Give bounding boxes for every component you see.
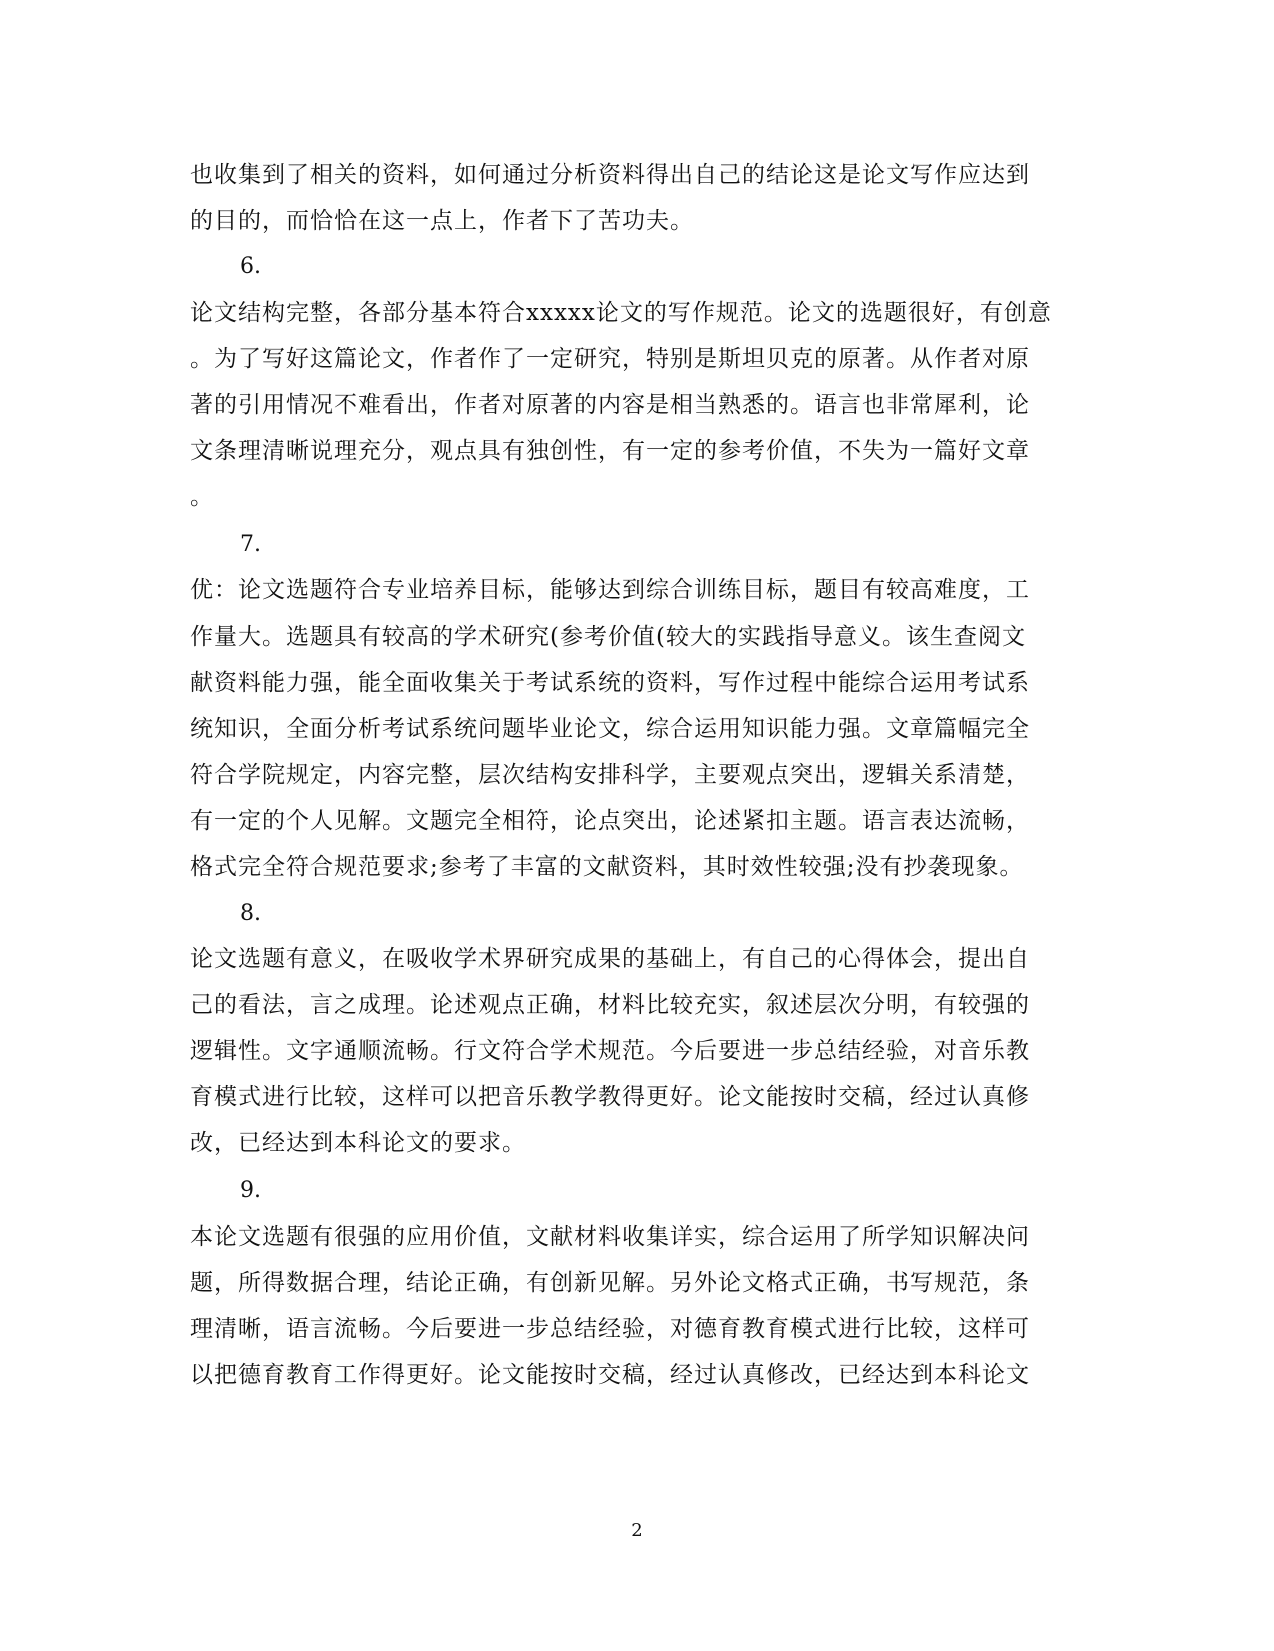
text-line: 文条理清晰说理充分，观点具有独创性，有一定的参考价值，不失为一篇好文章 [190, 438, 1030, 464]
text-line: 也收集到了相关的资料，如何通过分析资料得出自己的结论这是论文写作应达到 [190, 162, 1030, 188]
item-number: 8. [240, 901, 261, 926]
text-line: 理清晰，语言流畅。今后要进一步总结经验，对德育教育模式进行比较，这样可 [190, 1316, 1030, 1342]
text-line: 有一定的个人见解。文题完全相符，论点突出，论述紧扣主题。语言表达流畅， [190, 808, 1030, 834]
text-line: 的目的，而恰恰在这一点上，作者下了苦功夫。 [190, 208, 694, 234]
text-line: 。 [190, 484, 214, 510]
text-line: 优：论文选题符合专业培养目标，能够达到综合训练目标，题目有较高难度，工 [190, 577, 1030, 603]
text-line: 本论文选题有很强的应用价值，文献材料收集详实，综合运用了所学知识解决问 [190, 1224, 1030, 1250]
text-line: 题，所得数据合理，结论正确，有创新见解。另外论文格式正确，书写规范，条 [190, 1270, 1030, 1296]
text-line: 。为了写好这篇论文，作者作了一定研究，特别是斯坦贝克的原著。从作者对原 [190, 346, 1030, 372]
page-number: 2 [631, 1520, 643, 1541]
text-line: 献资料能力强，能全面收集关于考试系统的资料，写作过程中能综合运用考试系 [190, 670, 1030, 696]
item-number: 6. [240, 254, 261, 279]
text-line: 以把德育教育工作得更好。论文能按时交稿，经过认真修改，已经达到本科论文 [190, 1362, 1030, 1388]
item-number: 7. [240, 532, 261, 557]
text-line: 论文结构完整，各部分基本符合xxxxx论文的写作规范。论文的选题很好，有创意 [190, 300, 1052, 326]
text-line: 育模式进行比较，这样可以把音乐教学教得更好。论文能按时交稿，经过认真修 [190, 1084, 1030, 1110]
text-line: 著的引用情况不难看出，作者对原著的内容是相当熟悉的。语言也非常犀利，论 [190, 392, 1030, 418]
text-line: 改，已经达到本科论文的要求。 [190, 1130, 526, 1156]
text-line: 统知识，全面分析考试系统问题毕业论文，综合运用知识能力强。文章篇幅完全 [190, 716, 1030, 742]
text-line: 作量大。选题具有较高的学术研究(参考价值(较大的实践指导意义。该生查阅文 [190, 624, 1026, 650]
item-number: 9. [240, 1178, 261, 1203]
text-line: 逻辑性。文字通顺流畅。行文符合学术规范。今后要进一步总结经验，对音乐教 [190, 1038, 1030, 1064]
text-line: 格式完全符合规范要求;参考了丰富的文献资料，其时效性较强;没有抄袭现象。 [190, 854, 1024, 880]
text-line: 己的看法，言之成理。论述观点正确，材料比较充实，叙述层次分明，有较强的 [190, 992, 1030, 1018]
text-line: 论文选题有意义，在吸收学术界研究成果的基础上，有自己的心得体会，提出自 [190, 946, 1030, 972]
text-line: 符合学院规定，内容完整，层次结构安排科学，主要观点突出，逻辑关系清楚， [190, 762, 1030, 788]
